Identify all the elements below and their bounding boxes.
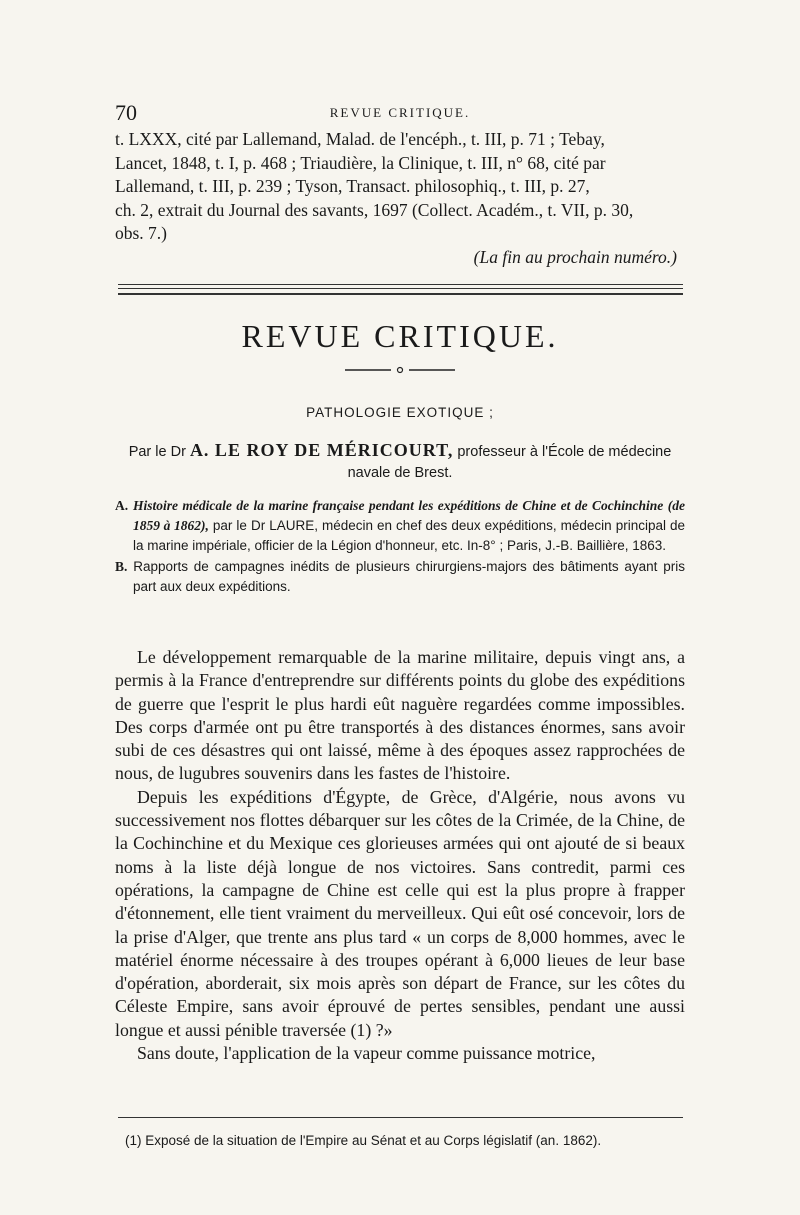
body-text [115,646,685,1065]
reference-letter: A. [115,498,129,513]
divider-rule [118,293,683,295]
reference-item [115,496,685,556]
body-paragraph: Sans doute, l'application de la vapeur comme puissance motrice, [137,1043,596,1064]
continued-line: t. LXXX, cité par Lallemand, Malad. de l'encéph., t. III, p. 71 ; Tebay, [115,129,605,149]
continuation-note: (La fin au prochain numéro.) [473,246,677,267]
continued-references [115,128,685,269]
byline-prefix: Par le Dr [128,444,186,460]
byline [115,440,685,484]
reference-list [115,496,685,598]
continued-line: obs. 7.) [115,223,168,243]
reference-letter: B. [115,559,128,574]
running-title: REVUE CRITIQUE. [329,105,471,120]
body-paragraph: Depuis les expéditions d'Égypte, de Grèce, d'Algérie, nous avons vu successivement nos flottes débarquer sur les côtes de la Crimée, de la Chine, de la Cochinchine et du Mexique ces glorieuses armées qui ont ajouté de si beaux noms à la liste déjà longue de nos victoires. Sans contredit, parmi ces opérations, la campagne de Chine est celle qui est la plus propre à frapper d'étonnement, elle tient vraiment du merveilleux. Qui eût osé concevoir, lors de la prise d'Alger, que trente ans plus tard « un corps de 8,000 hommes, avec le matériel énorme nécessaire à des troupes opérant à 6,000 lieues de leur base d'opération, aborderait, six mois après son départ de France, sur les côtes du Céleste Empire, sans avoir éprouvé de pertes sensibles, pendant une aussi longue et aussi pénible traversée (1) ?» [115,786,685,1040]
ornament-divider [345,366,455,374]
page-number: 70 [115,100,137,125]
section-title: REVUE CRITIQUE. [241,318,559,354]
reference-text: par le Dr LAURE, médecin en chef des deux expéditions, médecin principal de la marine impériale, officier de la Légion d'honneur, etc. In-8° ; Paris, J.-B. Baillière, 1863. [133,518,685,553]
article-title: PATHOLOGIE EXOTIQUE ; [306,405,494,420]
reference-text: Rapports de campagnes inédits de plusieurs chirurgiens-majors des bâtiments ayant pris part aux deux expéditions. [133,559,685,594]
continued-line: Lallemand, t. III, p. 239 ; Tyson, Transact. philosophiq., t. III, p. 27, [115,176,590,196]
author-name: A. LE ROY DE MÉRICOURT, [189,440,454,460]
divider-rule [118,284,683,285]
continued-line: ch. 2, extrait du Journal des savants, 1697 (Collect. Académ., t. VII, p. 30, [115,199,634,220]
reference-title: Histoire médicale de la marine française pendant les expéditions de Chine et de Cochinchine (de 1859 à 1862), [132,498,685,533]
byline-suffix: professeur à l'École de médecine navale de Brest. [347,444,672,481]
running-head [115,100,685,124]
continued-line: Lancet, 1848, t. I, p. 468 ; Triaudière, la Clinique, t. III, n° 68, cité par [115,152,606,173]
reference-item [115,557,685,597]
body-paragraph: Le développement remarquable de la marine militaire, depuis vingt ans, a permis à la France d'entreprendre sur différents points du globe des expéditions de guerre que l'esprit le plus hardi eût naguère regardées comme impossibles. Des corps d'armée ont pu être transportés à des distances énormes, sans avoir subi de ces désastres qui ont laissé, même à des époques assez rapprochées de nous, de lugubres souvenirs dans les fastes de l'histoire. [115,647,685,784]
footnote: (1) Exposé de la situation de l'Empire au Sénat et au Corps législatif (an. 1862). [125,1133,602,1148]
divider-rule [118,288,683,289]
footnote-rule [118,1117,683,1118]
